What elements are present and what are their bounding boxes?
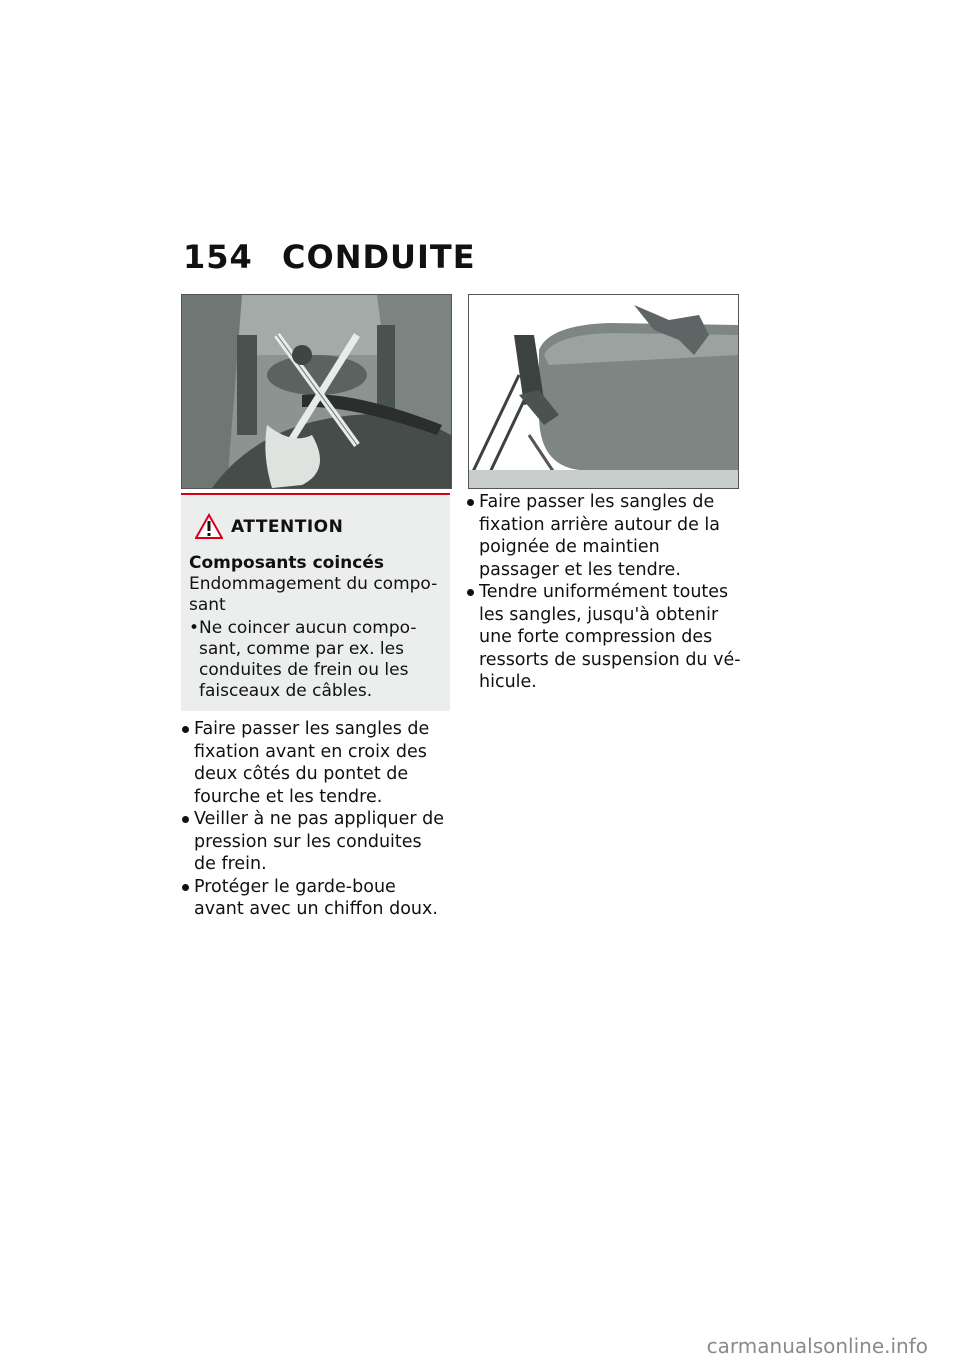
warning-box xyxy=(181,493,450,711)
warning-text: Endommagement du compo-sant xyxy=(189,574,438,615)
list-item: Tendre uniformément toutes les sangles, jusqu'à obtenir une forte compression des ressorts de suspension du vé-hicule. xyxy=(466,581,741,694)
list-item: Protéger le garde-boue avant avec un chiffon doux. xyxy=(181,876,449,921)
warning-bullet: • Ne coincer aucun compo-sant, comme par ex. les conduites de frein ou les faisceaux de câbles. xyxy=(189,618,447,702)
warning-title: ATTENTION xyxy=(231,517,344,537)
rear-instructions-list xyxy=(466,491,741,694)
section-title: CONDUITE xyxy=(282,238,476,276)
front-fork-straps-image xyxy=(181,294,452,489)
list-item: Veiller à ne pas appliquer de pression sur les conduites de frein. xyxy=(181,808,449,876)
list-item: Faire passer les sangles de fixation avant en croix des deux côtés du pontet de fourche et les tendre. xyxy=(181,718,449,808)
watermark: carmanualsonline.info xyxy=(706,1334,928,1358)
warning-bullets xyxy=(189,618,447,702)
front-instructions-list xyxy=(181,718,449,921)
rear-grab-handle-straps-image xyxy=(468,294,739,489)
page-number: 154 xyxy=(183,238,253,276)
list-item: Faire passer les sangles de fixation arrière autour de la poignée de maintien passager et les tendre. xyxy=(466,491,741,581)
warning-triangle-icon xyxy=(195,513,223,539)
warning-subtitle: Composants coincés xyxy=(189,553,384,573)
